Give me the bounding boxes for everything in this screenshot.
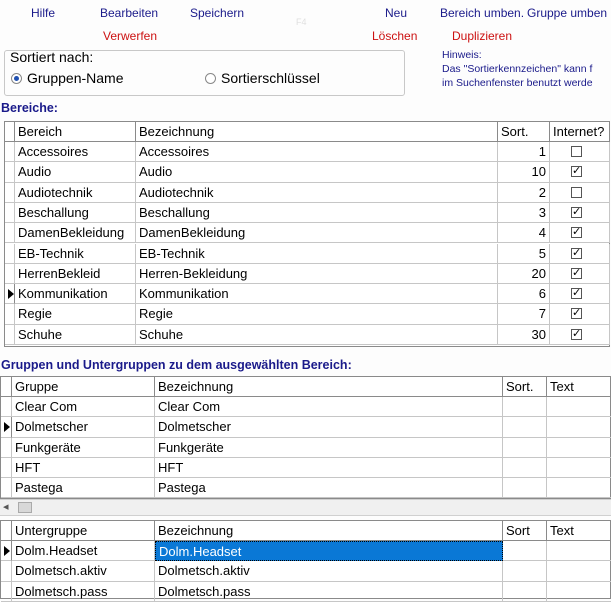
gruppen-bez-cell[interactable]: HFT — [155, 458, 503, 478]
bereiche-row[interactable] — [5, 304, 609, 324]
gruppen-empty-cell[interactable] — [503, 458, 547, 478]
bereiche-row[interactable] — [5, 223, 609, 243]
bereiche-title: Bereiche: — [1, 101, 58, 115]
gruppen-row-marker[interactable] — [1, 417, 12, 437]
bereiche-internet-cell[interactable] — [550, 203, 610, 223]
gruppen-gruppe-cell[interactable]: HFT — [12, 458, 155, 478]
bereiche-bez-cell[interactable]: Beschallung — [136, 203, 498, 223]
gruppen-bez-cell[interactable]: Pastega — [155, 478, 503, 498]
bereiche-bez-cell[interactable]: Accessoires — [136, 142, 498, 162]
bereiche-bez-cell[interactable]: Audiotechnik — [136, 183, 498, 203]
bereiche-sort-cell[interactable]: 3 — [498, 203, 550, 223]
bereiche-row-marker[interactable] — [5, 223, 15, 243]
bereiche-row[interactable] — [5, 203, 609, 223]
verwerfen-button[interactable]: Verwerfen — [103, 29, 158, 43]
bereiche-internet-cell[interactable] — [550, 284, 610, 304]
bereiche-sort-cell[interactable]: 7 — [498, 304, 550, 324]
gruppe-umbenennen-button[interactable]: Gruppe umben — [527, 6, 608, 20]
bereiche-bereich-cell[interactable]: Beschallung — [15, 203, 136, 223]
untergruppen-header-cell[interactable]: Untergruppe — [12, 521, 155, 541]
radio-gruppen-name[interactable] — [11, 73, 22, 84]
gruppen-header-cell[interactable]: Bezeichnung — [155, 377, 503, 397]
bereiche-row-marker[interactable] — [5, 264, 15, 284]
untergruppen-empty-cell[interactable] — [547, 541, 611, 561]
untergruppen-bez-cell[interactable]: Dolm.Headset — [155, 541, 503, 561]
bereiche-row[interactable] — [5, 162, 609, 182]
bereiche-bez-cell[interactable]: EB-Technik — [136, 244, 498, 264]
internet-checkbox[interactable] — [571, 329, 582, 340]
bereiche-bereich-cell[interactable]: Kommunikation — [15, 284, 136, 304]
untergruppen-row[interactable] — [1, 541, 610, 561]
gruppen-gruppe-cell[interactable]: Pastega — [12, 478, 155, 498]
gruppen-header-cell[interactable]: Text — [547, 377, 611, 397]
bereiche-row-marker[interactable] — [5, 142, 15, 162]
gruppen-row[interactable] — [1, 438, 610, 458]
bereiche-row[interactable] — [5, 325, 609, 345]
bereiche-header-cell[interactable]: Bereich — [15, 122, 136, 142]
internet-checkbox[interactable] — [571, 268, 582, 279]
gruppen-empty-cell[interactable] — [547, 397, 611, 417]
untergruppen-ug-cell[interactable]: Dolm.Headset — [12, 541, 155, 561]
gruppen-gruppe-cell[interactable]: Funkgeräte — [12, 438, 155, 458]
scroll-thumb[interactable] — [18, 502, 32, 513]
untergruppen-header-cell[interactable]: Text — [547, 521, 611, 541]
internet-checkbox[interactable] — [571, 288, 582, 299]
bereich-umbenennen-button[interactable]: Bereich umben. — [440, 6, 525, 20]
current-row-arrow-icon — [8, 289, 14, 299]
bereiche-table[interactable] — [4, 121, 610, 347]
bereiche-bez-cell[interactable]: Kommunikation — [136, 284, 498, 304]
bereiche-row[interactable] — [5, 244, 609, 264]
bereiche-row[interactable] — [5, 264, 609, 284]
internet-checkbox[interactable] — [571, 207, 582, 218]
gruppen-empty-cell[interactable] — [503, 478, 547, 498]
bereiche-header-marker — [5, 122, 15, 142]
bereiche-sort-cell[interactable]: 2 — [498, 183, 550, 203]
gruppen-empty-cell[interactable] — [547, 458, 611, 478]
bereiche-internet-cell[interactable] — [550, 183, 610, 203]
untergruppen-header-row — [1, 521, 610, 541]
untergruppen-empty-cell[interactable] — [503, 561, 547, 581]
bereiche-bez-cell[interactable]: Schuhe — [136, 325, 498, 345]
untergruppen-header-cell[interactable]: Bezeichnung — [155, 521, 503, 541]
gruppen-row[interactable] — [1, 397, 610, 417]
bereiche-sort-cell[interactable]: 6 — [498, 284, 550, 304]
gruppen-horizontal-scrollbar[interactable] — [0, 499, 611, 516]
gruppen-bez-cell[interactable]: Clear Com — [155, 397, 503, 417]
bereiche-sort-cell[interactable]: 20 — [498, 264, 550, 284]
untergruppen-row-marker[interactable] — [1, 561, 12, 581]
untergruppen-bez-cell[interactable]: Dolmetsch.aktiv — [155, 561, 503, 581]
untergruppen-row-marker[interactable] — [1, 541, 12, 561]
hilfe-button[interactable]: Hilfe — [31, 6, 56, 20]
untergruppen-bez-cell[interactable]: Dolmetsch.pass — [155, 582, 503, 602]
bereiche-row-marker[interactable] — [5, 244, 15, 264]
gruppen-empty-cell[interactable] — [547, 417, 611, 437]
internet-checkbox[interactable] — [571, 227, 582, 238]
bereiche-bereich-cell[interactable]: Audiotechnik — [15, 183, 136, 203]
bereiche-internet-cell[interactable] — [550, 244, 610, 264]
untergruppen-empty-cell[interactable] — [503, 541, 547, 561]
current-row-arrow-icon — [4, 546, 10, 556]
bereiche-row-marker[interactable] — [5, 304, 15, 324]
bereiche-header-cell[interactable]: Internet? — [550, 122, 610, 142]
internet-checkbox[interactable] — [571, 166, 582, 177]
bereiche-row[interactable] — [5, 142, 609, 162]
untergruppen-table[interactable] — [0, 520, 611, 599]
internet-checkbox[interactable] — [571, 187, 582, 198]
gruppen-row[interactable] — [1, 458, 610, 478]
bereiche-row-marker[interactable] — [5, 325, 15, 345]
current-row-arrow-icon — [4, 422, 10, 432]
bereiche-header-row — [5, 122, 609, 142]
gruppen-row-marker[interactable] — [1, 397, 12, 417]
bereiche-row-marker[interactable] — [5, 203, 15, 223]
gruppen-title: Gruppen und Untergruppen zu dem ausgewählten Bereich: — [1, 358, 352, 372]
bereiche-header-cell[interactable]: Sort. — [498, 122, 550, 142]
hint-title: Hinweis: — [442, 49, 482, 61]
gruppen-table[interactable] — [0, 376, 611, 499]
untergruppen-header-marker — [1, 521, 12, 541]
bereiche-sort-cell[interactable]: 30 — [498, 325, 550, 345]
gruppen-empty-cell[interactable] — [547, 478, 611, 498]
gruppen-bez-cell[interactable]: Dolmetscher — [155, 417, 503, 437]
bereiche-bereich-cell[interactable]: Audio — [15, 162, 136, 182]
gruppen-row-marker[interactable] — [1, 478, 12, 498]
scroll-left-arrow-icon[interactable]: ◂ — [3, 501, 9, 513]
untergruppen-header-cell[interactable]: Sort — [503, 521, 547, 541]
speichern-button[interactable]: Speichern — [190, 6, 245, 20]
bereiche-internet-cell[interactable] — [550, 162, 610, 182]
duplizieren-button[interactable]: Duplizieren — [452, 29, 513, 43]
bereiche-bereich-cell[interactable]: HerrenBekleid — [15, 264, 136, 284]
untergruppen-ug-cell[interactable]: Dolmetsch.pass — [12, 582, 155, 602]
gruppen-empty-cell[interactable] — [547, 438, 611, 458]
untergruppen-row[interactable] — [1, 561, 610, 581]
hint-line-1: Das "Sortierkennzeichen" kann f — [442, 63, 593, 75]
untergruppen-empty-cell[interactable] — [547, 561, 611, 581]
bereiche-internet-cell[interactable] — [550, 325, 610, 345]
gruppen-header-cell[interactable]: Sort. — [503, 377, 547, 397]
internet-checkbox[interactable] — [571, 248, 582, 259]
gruppen-row-marker[interactable] — [1, 438, 12, 458]
hint-line-2: im Suchenfenster benutzt werde — [442, 77, 593, 89]
gruppen-bez-cell[interactable]: Funkgeräte — [155, 438, 503, 458]
bereiche-sort-cell[interactable]: 5 — [498, 244, 550, 264]
bereiche-internet-cell[interactable] — [550, 223, 610, 243]
untergruppen-ug-cell[interactable]: Dolmetsch.aktiv — [12, 561, 155, 581]
gruppen-empty-cell[interactable] — [503, 417, 547, 437]
gruppen-row[interactable] — [1, 417, 610, 437]
gruppen-header-marker — [1, 377, 12, 397]
bereiche-bez-cell[interactable]: Regie — [136, 304, 498, 324]
bereiche-bez-cell[interactable]: Herren-Bekleidung — [136, 264, 498, 284]
bearbeiten-button[interactable]: Bearbeiten — [100, 6, 159, 20]
gruppen-header-row — [1, 377, 610, 397]
internet-checkbox[interactable] — [571, 146, 582, 157]
bereiche-header-cell[interactable]: Bezeichnung — [136, 122, 498, 142]
sort-label: Sortiert nach: — [10, 49, 94, 65]
gruppen-gruppe-cell[interactable]: Clear Com — [12, 397, 155, 417]
radio-gruppen-name-label[interactable]: Gruppen-Name — [27, 70, 124, 86]
bereiche-bereich-cell[interactable]: Accessoires — [15, 142, 136, 162]
bereiche-bereich-cell[interactable]: EB-Technik — [15, 244, 136, 264]
bereiche-internet-cell[interactable] — [550, 264, 610, 284]
radio-sortierschluessel[interactable] — [205, 73, 216, 84]
internet-checkbox[interactable] — [571, 308, 582, 319]
bereiche-internet-cell[interactable] — [550, 142, 610, 162]
gruppen-row[interactable] — [1, 478, 610, 498]
gruppen-row-marker[interactable] — [1, 458, 12, 478]
gruppen-empty-cell[interactable] — [503, 397, 547, 417]
bereiche-bereich-cell[interactable]: Schuhe — [15, 325, 136, 345]
bereiche-bez-cell[interactable]: DamenBekleidung — [136, 223, 498, 243]
bereiche-sort-cell[interactable]: 4 — [498, 223, 550, 243]
bereiche-row[interactable] — [5, 183, 609, 203]
bereiche-row-marker[interactable] — [5, 183, 15, 203]
loeschen-button[interactable]: Löschen — [372, 29, 418, 43]
radio-sortierschluessel-label[interactable]: Sortierschlüssel — [221, 70, 320, 86]
neu-button[interactable]: Neu — [385, 6, 408, 20]
f4-shortcut-label: F4 — [296, 17, 307, 27]
gruppen-empty-cell[interactable] — [503, 438, 547, 458]
bereiche-bereich-cell[interactable]: DamenBekleidung — [15, 223, 136, 243]
bereiche-row-marker[interactable] — [5, 284, 15, 304]
bereiche-bez-cell[interactable]: Audio — [136, 162, 498, 182]
bereiche-row[interactable] — [5, 284, 609, 304]
gruppen-header-cell[interactable]: Gruppe — [12, 377, 155, 397]
bereiche-sort-cell[interactable]: 10 — [498, 162, 550, 182]
bereiche-sort-cell[interactable]: 1 — [498, 142, 550, 162]
gruppen-gruppe-cell[interactable]: Dolmetscher — [12, 417, 155, 437]
bereiche-row-marker[interactable] — [5, 162, 15, 182]
bereiche-bereich-cell[interactable]: Regie — [15, 304, 136, 324]
bereiche-internet-cell[interactable] — [550, 304, 610, 324]
